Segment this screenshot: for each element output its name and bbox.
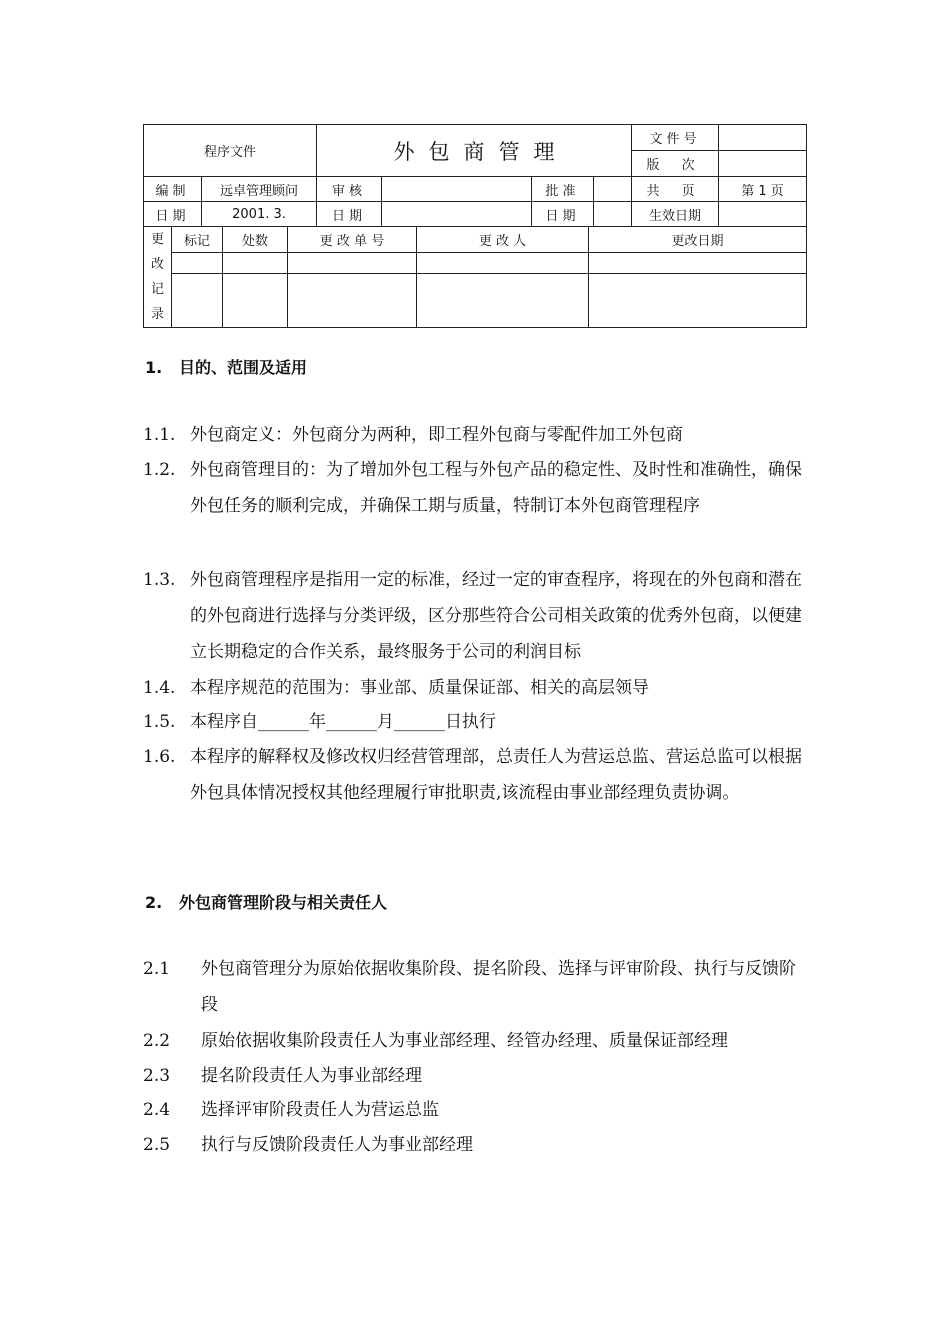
compiled-by: 远卓管理顾问 (202, 177, 317, 202)
table-cell (589, 274, 807, 328)
approve-date-value (594, 202, 632, 227)
table-cell (288, 253, 417, 274)
review-date-label: 日期 (317, 202, 382, 227)
table-cell (172, 253, 223, 274)
change-record-table (143, 226, 807, 328)
doc-type: 程序文件 (144, 125, 317, 177)
approve-value (594, 177, 632, 202)
table-cell (288, 274, 417, 328)
review-label: 审核 (317, 177, 382, 202)
table-cell (223, 253, 288, 274)
list-item: 1.2. 外包商管理目的：为了增加外包工程与外包产品的稳定性、及时性和准确性，确保外包任务的顺利完成，并确保工期与质量，特制订本外包商管理程序 (143, 460, 802, 516)
pages-label: 共 页 (632, 177, 719, 202)
table-cell (417, 253, 589, 274)
list-item: 2.5 执行与反馈阶段责任人为事业部经理 (143, 1135, 473, 1155)
file-no-value (719, 125, 807, 151)
section-1-heading: 1. 目的、范围及适用 (145, 358, 308, 377)
page-no: 第 1 页 (719, 177, 807, 202)
table-cell (589, 253, 807, 274)
list-item: 2.4 选择评审阶段责任人为营运总监 (143, 1100, 439, 1120)
change-record-label: 更 改 记 录 (144, 227, 172, 328)
date-value: 2001. 3. (202, 202, 317, 227)
list-item: 1.5. 本程序自______年______月______日执行 (143, 712, 496, 732)
list-item: 2.1 外包商管理分为原始依据收集阶段、提名阶段、选择与评审阶段、执行与反馈阶段 (143, 959, 796, 1015)
review-date-value (382, 202, 532, 227)
list-item: 2.2 原始依据收集阶段责任人为事业部经理、经管办经理、质量保证部经理 (143, 1031, 728, 1051)
list-item: 2.3 提名阶段责任人为事业部经理 (143, 1066, 422, 1086)
col-change-no: 更 改 单 号 (288, 227, 417, 253)
col-count: 处数 (223, 227, 288, 253)
approve-date-label: 日期 (532, 202, 594, 227)
list-item: 1.3. 外包商管理程序是指用一定的标准，经过一定的审查程序，将现在的外包商和潜在的外包商进行选择与分类评级，区分那些符合公司相关政策的优秀外包商，以便建立长期稳定的合作关系，最终服务于公司的利润目标 (143, 570, 802, 662)
header-table (143, 124, 807, 227)
list-item: 1.6. 本程序的解释权及修改权归经营管理部，总责任人为营运总监、营运总监可以根据外包具体情况授权其他经理履行审批职责,该流程由事业部经理负责协调。 (143, 747, 802, 803)
version-value (719, 151, 807, 177)
compiled-label: 编制 (144, 177, 202, 202)
doc-title: 外包商管理 (317, 125, 632, 177)
list-item: 1.1. 外包商定义：外包商分为两种，即工程外包商与零配件加工外包商 (143, 425, 683, 445)
effective-value (719, 202, 807, 227)
approve-label: 批准 (532, 177, 594, 202)
review-value (382, 177, 532, 202)
section-2-heading: 2. 外包商管理阶段与相关责任人 (145, 893, 388, 912)
table-cell (417, 274, 589, 328)
version-label: 版 次 (632, 151, 719, 177)
col-change-date: 更改日期 (589, 227, 807, 253)
col-mark: 标记 (172, 227, 223, 253)
file-no-label: 文件号 (632, 125, 719, 151)
effective-label: 生效日期 (632, 202, 719, 227)
col-changed-by: 更 改 人 (417, 227, 589, 253)
list-item: 1.4. 本程序规范的范围为：事业部、质量保证部、相关的高层领导 (143, 678, 649, 698)
table-cell (223, 274, 288, 328)
date-label: 日期 (144, 202, 202, 227)
table-cell (172, 274, 223, 328)
